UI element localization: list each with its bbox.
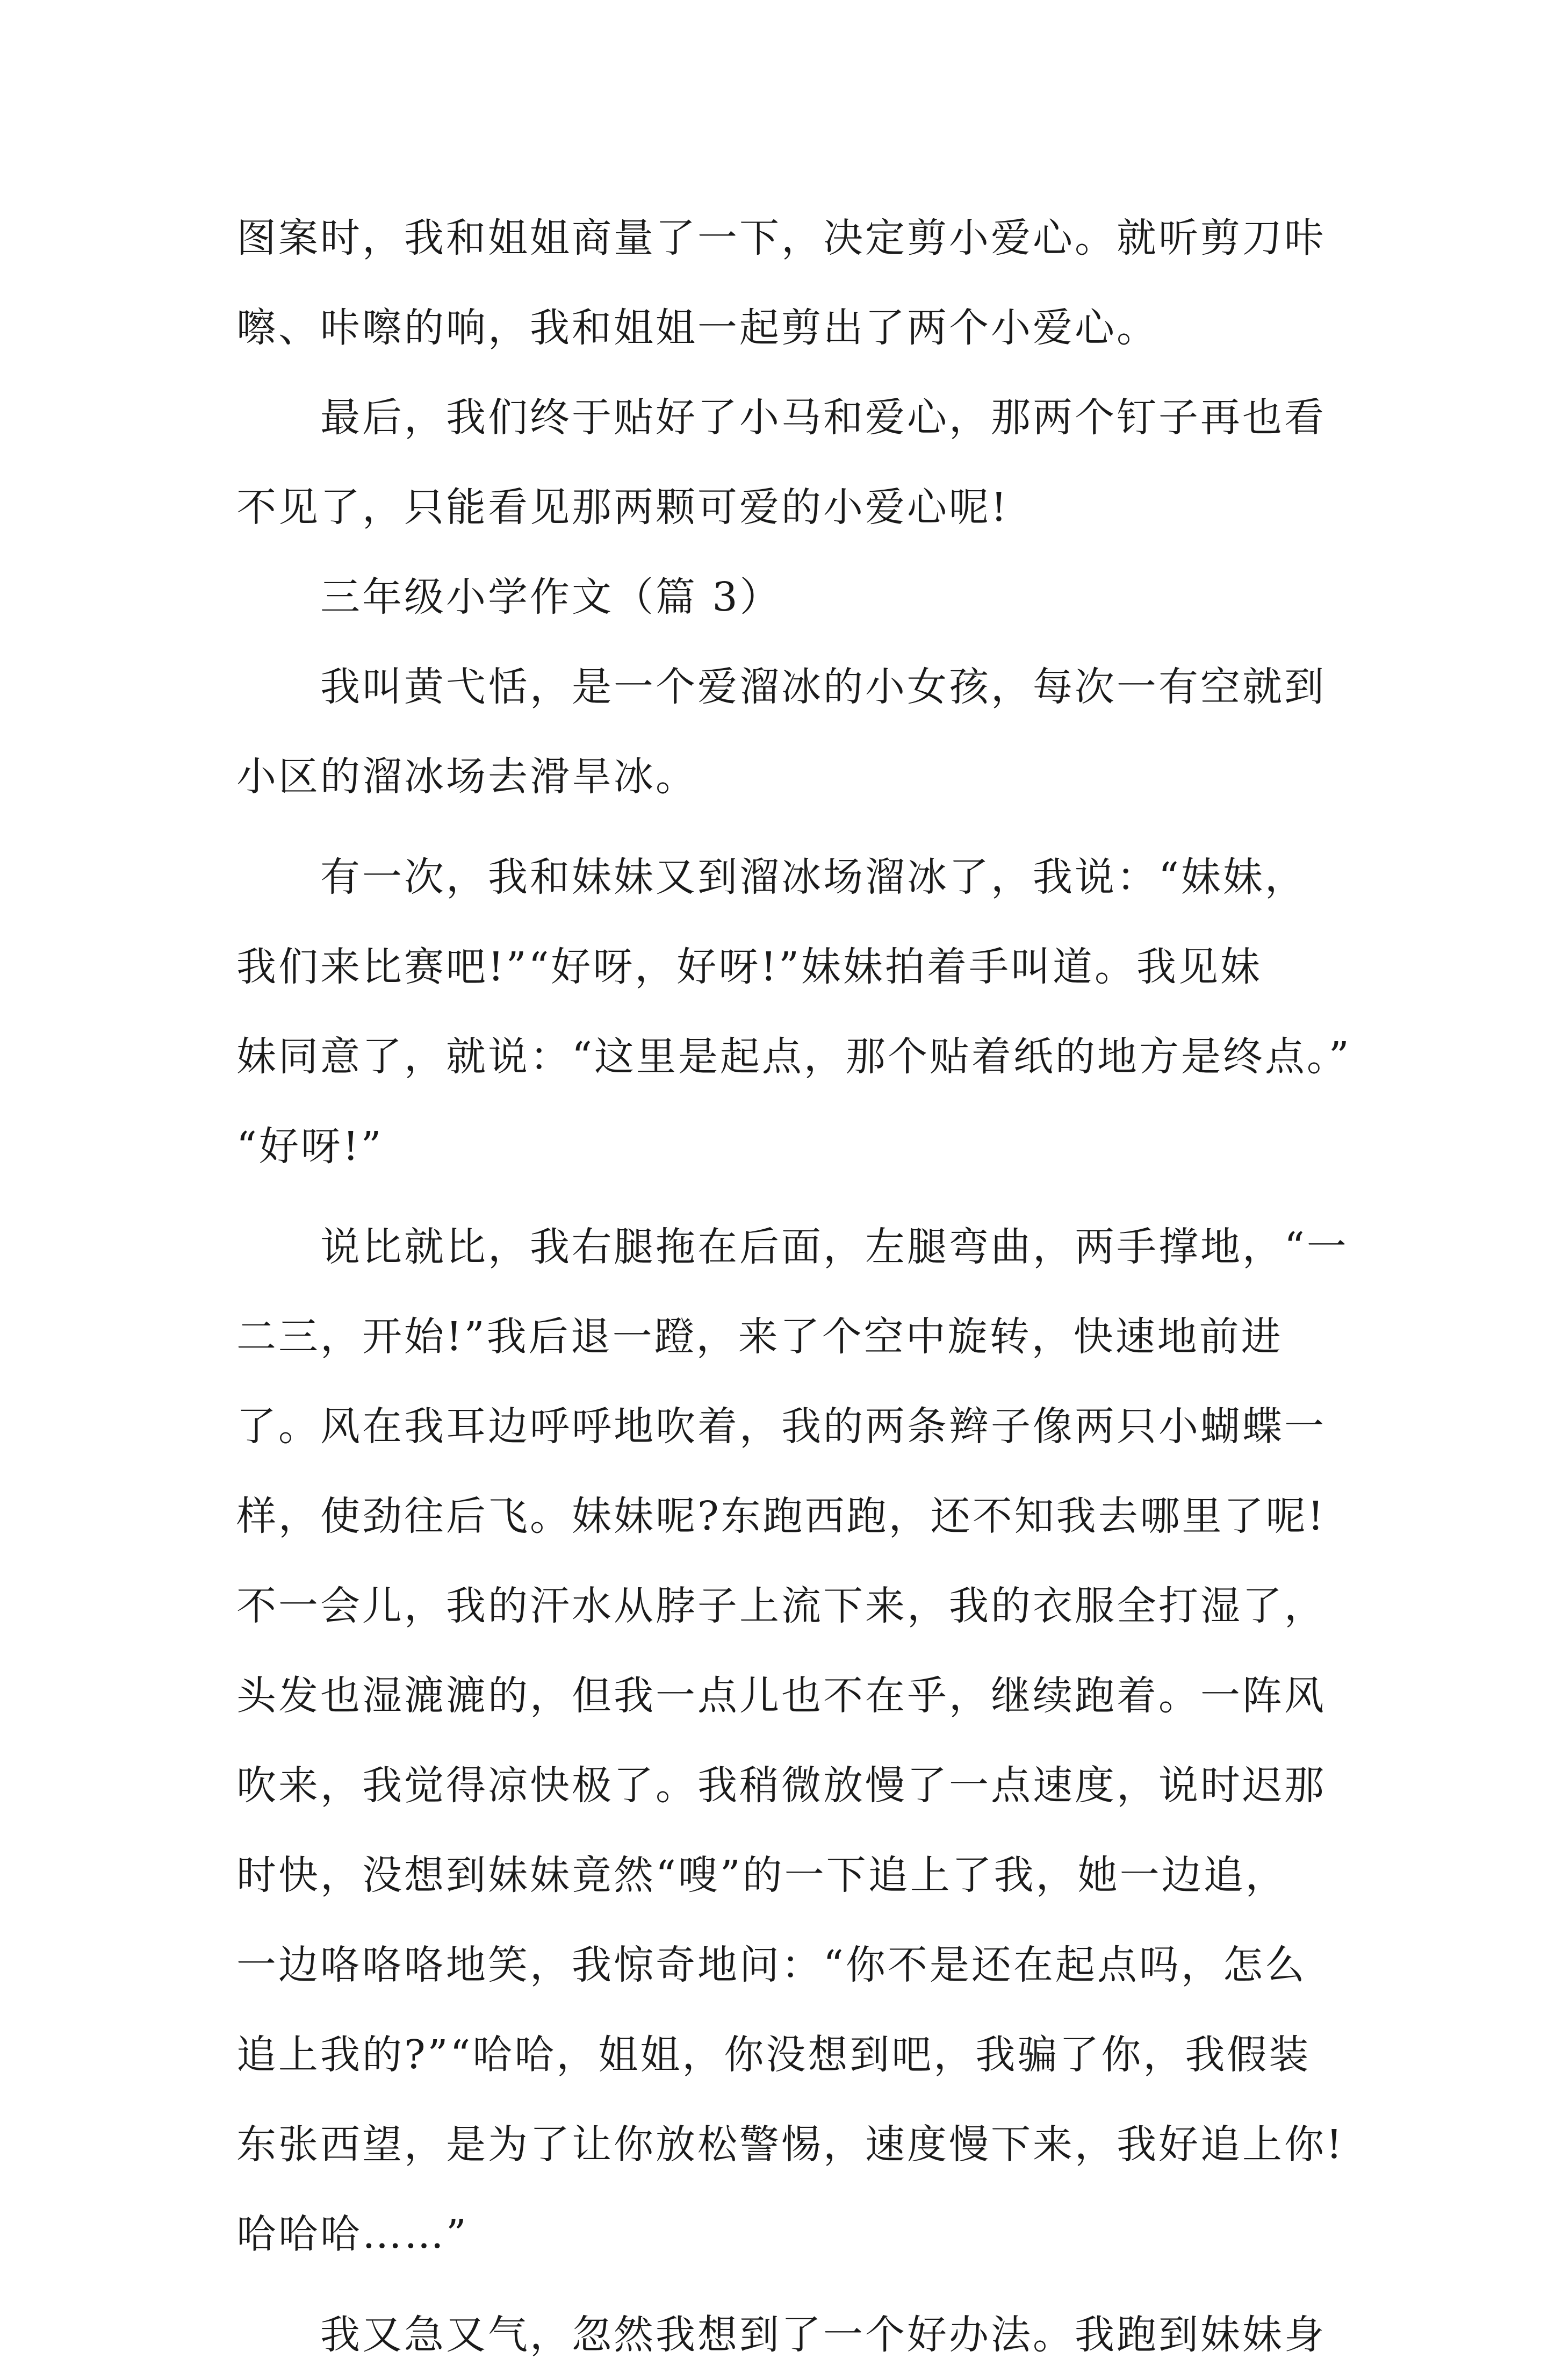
paragraph-start-line: 说比就比，我右腿拖在后面，左腿弯曲，两手撑地，“一 xyxy=(320,1224,1349,1270)
text-line: 不一会儿，我的汗水从脖子上流下来，我的衣服全打湿了， xyxy=(236,1583,1326,1629)
text-line: 小区的溜冰场去滑旱冰。 xyxy=(236,754,697,800)
paragraph-gap xyxy=(236,1192,1316,1202)
text-line: 我们来比赛吧!”“好呀，好呀!”妹妹拍着手叫道。我见妹 xyxy=(236,944,1262,990)
paragraph-gap xyxy=(236,822,1316,833)
essay-body xyxy=(236,193,1351,2380)
text-line: 吹来，我觉得凉快极了。我稍微放慢了一点速度，说时迟那 xyxy=(236,1762,1326,1809)
paragraph-start-line: 我叫黄弋恬，是一个爱溜冰的小女孩，每次一有空就到 xyxy=(320,664,1326,710)
text-line: 了。风在我耳边呼呼地吹着，我的两条辫子像两只小蝴蝶一 xyxy=(236,1403,1326,1450)
paragraph-start-line: 有一次，我和妹妹又到溜冰场溜冰了，我说：“妹妹， xyxy=(320,854,1307,900)
text-line: 一边咯咯咯地笑，我惊奇地问：“你不是还在起点吗，怎么 xyxy=(236,1942,1307,1988)
text-line: 图案时，我和姐姐商量了一下，决定剪小爱心。就听剪刀咔 xyxy=(236,215,1326,261)
text-line: 头发也湿漉漉的，但我一点儿也不在乎，继续跑着。一阵风 xyxy=(236,1673,1326,1719)
text-line: “好呀!” xyxy=(236,1123,384,1170)
paragraph-start-line: 最后，我们终于贴好了小马和爱心，那两个钉子再也看 xyxy=(320,395,1326,441)
text-line: 追上我的?”“哈哈，姐姐，你没想到吧，我骗了你，我假装 xyxy=(236,2032,1311,2078)
text-line: 妹同意了，就说：“这里是起点，那个贴着纸的地方是终点。” xyxy=(236,1034,1351,1080)
text-line: 嚓、咔嚓的响，我和姐姐一起剪出了两个小爱心。 xyxy=(236,305,1158,351)
text-line: 二三，开始!”我后退一蹬，来了个空中旋转，快速地前进 xyxy=(236,1314,1283,1360)
paragraph-start-line: 我又急又气，忽然我想到了一个好办法。我跑到妹妹身 xyxy=(320,2312,1326,2358)
text-line: 样，使劲往后飞。妹妹呢?东跑西跑，还不知我去哪里了呢! xyxy=(236,1493,1326,1539)
text-line: 东张西望，是为了让你放松警惕，速度慢下来，我好追上你! xyxy=(236,2121,1344,2168)
paragraph-gap xyxy=(236,2279,1316,2290)
text-line: 哈哈哈……” xyxy=(236,2211,469,2257)
text-line: 不见了，只能看见那两颗可爱的小爱心呢! xyxy=(236,484,1009,531)
text-line: 时快，没想到妹妹竟然“嗖”的一下追上了我，她一边追， xyxy=(236,1852,1287,1898)
section-heading: 三年级小学作文（篇 3） xyxy=(320,574,782,620)
